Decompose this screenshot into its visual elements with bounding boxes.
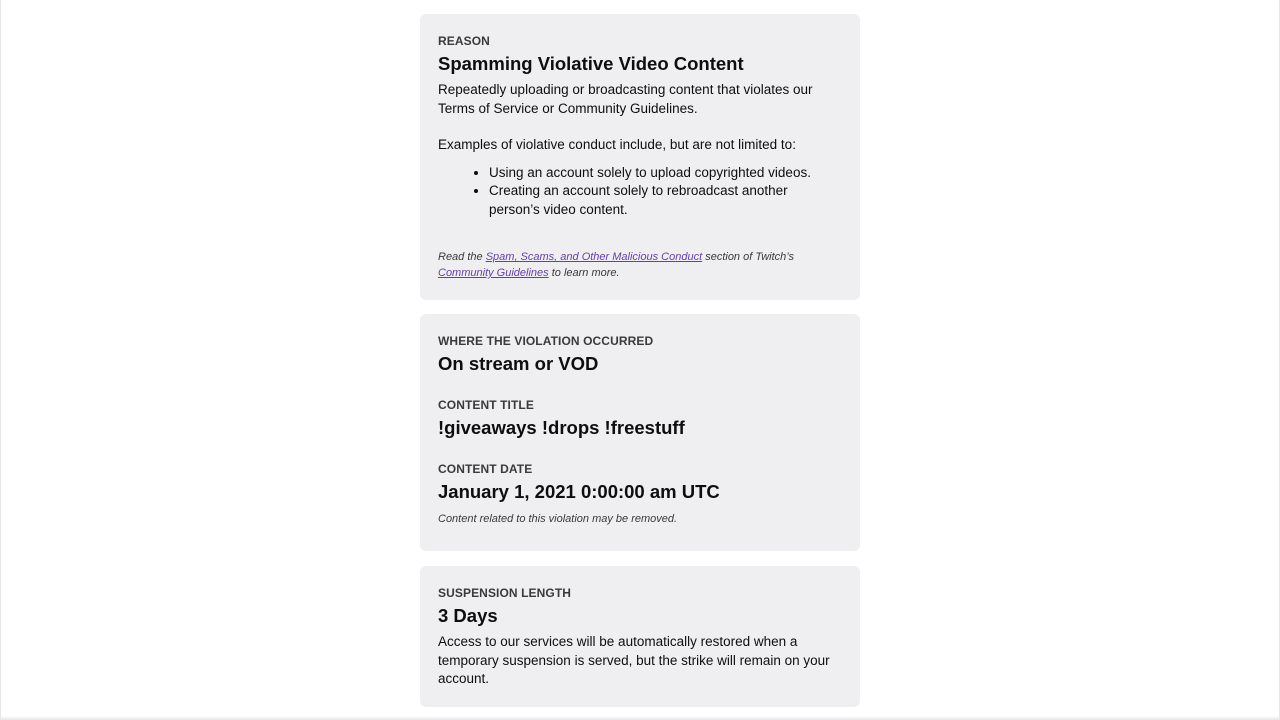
content-title-label: CONTENT TITLE	[438, 398, 534, 412]
spam-policy-link[interactable]: Spam, Scams, and Other Malicious Conduct	[485, 251, 703, 263]
read-more-suffix: to learn more.	[548, 267, 620, 279]
suspension-card	[420, 566, 860, 707]
suspension-description: Access to our services will be automatically restored when a temporary suspension is served, but the strike will remain on your account.	[438, 634, 830, 686]
read-more-middle: section of Twitch’s	[702, 251, 795, 263]
content-date-group	[438, 462, 842, 526]
read-more-text	[438, 249, 842, 281]
list-item: • Creating an account solely to rebroadcast another person’s video content.	[489, 182, 842, 219]
violation-location-label: WHERE THE VIOLATION OCCURRED	[438, 334, 654, 348]
read-more-prefix: Read the	[438, 251, 486, 263]
suspension-length-value: 3 Days	[438, 605, 498, 626]
content-removal-note: Content related to this violation may be removed.	[438, 513, 678, 525]
violation-location-value: On stream or VOD	[438, 353, 599, 374]
content-title-group	[438, 398, 842, 440]
examples-intro: Examples of violative conduct include, but are not limited to:	[438, 137, 796, 152]
bottom-divider	[1, 716, 1279, 720]
content-title-value: !giveaways !drops !freestuff	[438, 417, 685, 438]
reason-label: REASON	[438, 34, 490, 48]
content-date-value: January 1, 2021 0:00:00 am UTC	[438, 481, 720, 502]
list-item: • Using an account solely to upload copyrighted videos.	[489, 164, 842, 183]
reason-description: Repeatedly uploading or broadcasting content that violates our Terms of Service or Community Guidelines.	[438, 82, 813, 116]
violation-details-card	[420, 314, 860, 551]
suspension-length-label: SUSPENSION LENGTH	[438, 586, 572, 600]
violation-location-group	[438, 334, 842, 376]
examples-list	[438, 164, 842, 220]
content-date-label: CONTENT DATE	[438, 462, 533, 476]
reason-title: Spamming Violative Video Content	[438, 53, 744, 74]
reason-card	[420, 14, 860, 300]
community-guidelines-link[interactable]: Community Guidelines	[438, 267, 549, 279]
